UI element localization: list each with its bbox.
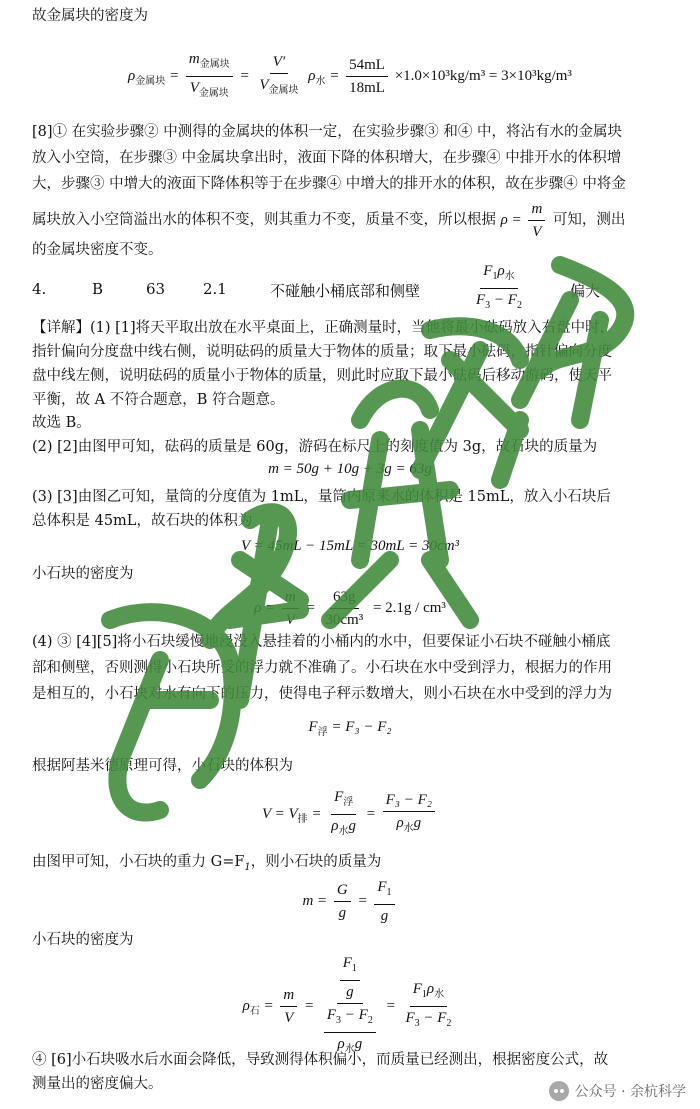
account-label: 公众号 · 余杭科学 [574,1084,686,1100]
wechat-icon [549,1081,569,1101]
text-line: 的金属块密度不变。 [32,242,163,258]
text-line: 部和侧壁，否则测得小石块所受的浮力就不准确了。小石块在水中受到浮力，根据力的作用 [32,660,612,676]
answer-formula: $\frac{F_1\rho_水}{F_3 - F_2}$ [476,263,522,311]
text-line: [8]① 在实验步骤② 中测得的金属块的体积一定，在实验步骤③ 和④ 中，将沾有水的金属块 [32,124,622,140]
formula-stone-volume: $V = V_排$ = $\frac{F_浮}{\rho_水g}$ = $\frac{\text{F₃ − F₂}}{\rho_水g}$ [0,788,700,841]
text-line: 平衡，故 A 不符合题意，B 符合题意。 [32,392,285,408]
text-line: 属块放入小空筒溢出水的体积不变，则其重力不变，质量不变，所以根据 ρ = $\frac{m}{V}$ 可知，测出 [32,201,626,241]
text-line: 盘中线左侧，说明砝码的质量小于物体的质量，则此时应取下最小砝码后移动游码，使天平 [32,368,612,384]
question-number: 4. [32,280,47,298]
text-line: (3) [3]由图乙可知，量筒的分度值为 1mL，量筒内原来水的体积是 15mL，放入小石块后 [32,489,611,505]
formula-mass: m = 50g + 10g + 3g = 63g [268,461,432,477]
answer: 偏大 [570,282,601,300]
formula-buoyancy: $F_浮 = F_3 - F_2$ [308,719,392,738]
answer: 不碰触小桶底部和侧壁 [270,282,421,300]
text-line: 是相互的，小石块对水有向下的压力，使得电子秤示数增大，则小石块在水中受到的浮力为 [32,686,612,702]
text-line: 大，步骤③ 中增大的液面下降体积等于在步骤④ 中增大的排开水的体积，故在步骤④ 中将金 [32,176,626,192]
formula-stone-mass: m = $\frac{G}{g}$ = $\frac{F_1}{g}$ [0,878,700,925]
answer: B [92,280,104,298]
wechat-account-badge [549,1081,686,1101]
text-line: 根据阿基米德原理可得，小石块的体积为 [32,758,293,774]
text-line: 放入小空筒，在步骤③ 中金属块拿出时，液面下降的体积增大，在步骤④ 中排开水的体积增 [32,150,622,166]
formula-volume: V = 45mL − 15mL = 30mL = 30cm³ [240,538,460,554]
text-line: 故选 B。 [32,415,91,431]
text-line: (2) [2]由图甲可知，砝码的质量是 60g，游码在标尺上的刻度值为 3g，故石块的质量为 [32,439,598,455]
text-line: 【详解】(1) [1]将天平取出放在水平桌面上，正确测量时，当他将最小砝码放入右盘中时， [32,320,615,336]
text-line: 小石块的密度为 [32,932,134,948]
text-line: 测量出的密度偏大。 [32,1076,163,1092]
text-line: 总体积是 45mL，故石块的体积为 [32,513,253,529]
formula-stone-density-final: $\rho_石$ = $\frac{m}{V}$ = $\frac{\frac{F_1}{g}}{\frac{F_3 - F_2}{\rho_水g}}$ = $\frac{F_1\rho_水}{F_3 - F_2}$ [242,955,452,1055]
text-line: 故金属块的密度为 [32,8,148,24]
text-line: ④ [6]小石块吸水后水面会降低，导致测得体积偏小，而质量已经测出，根据密度公式，故 [32,1052,609,1068]
text-line: 小石块的密度为 [32,566,134,582]
text-line: 由图甲可知，小石块的重力 $G=F_1$，则小石块的质量为 [32,854,382,873]
formula-stone-density: ρ = $\frac{m}{V}$ = $\frac{63g}{\text{30cm³}}$ = 2.1g / cm³ [254,589,446,628]
answer: 63 [146,280,166,298]
text-line: 指针偏向分度盘中线右侧，说明砝码的质量大于物体的质量；取下最小砝码，指针偏向分度 [32,344,612,360]
formula-metal-density: $\rho_{金属块}$ = $\frac{m_{金属块}}{V_{金属块}}$ = $\frac{V'}{V_{金属块}}$ $\rho_水$ = $\frac{54mL}{18mL}$ ×1.0×10³kg/m³ = 3×10³kg/m³ [128,51,572,99]
answer: 2.1 [203,280,227,298]
text-line: (4) ③ [4][5]将小石块缓慢地浸没入悬挂着的小桶内的水中，但要保证小石块不碰触小桶底 [32,634,611,650]
